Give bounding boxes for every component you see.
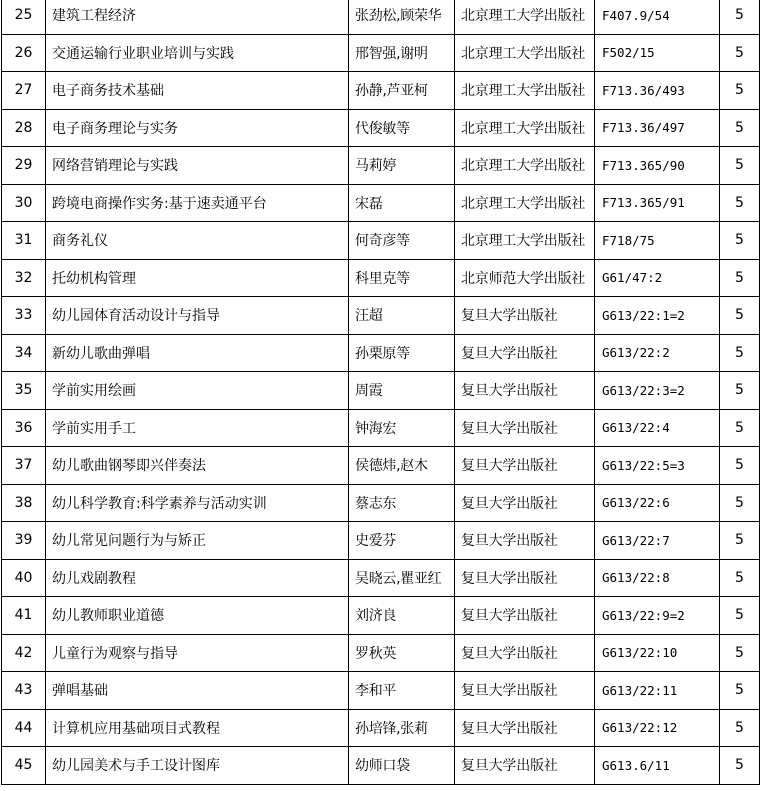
- book-publisher: 北京理工大学出版社: [455, 147, 595, 185]
- book-call-number: F713.365/90: [595, 147, 720, 185]
- book-list-table: [1, 0, 760, 785]
- book-call-number: F713.36/493: [595, 72, 720, 110]
- book-quantity: 5: [720, 559, 760, 597]
- book-call-number: G61/47:2: [595, 259, 720, 297]
- table-row: [2, 34, 760, 72]
- book-title: 幼儿常见问题行为与矫正: [46, 522, 349, 560]
- book-quantity: 5: [720, 484, 760, 522]
- book-call-number: G613.6/11: [595, 747, 720, 785]
- book-title: 幼儿教师职业道德: [46, 597, 349, 635]
- book-title: 商务礼仪: [46, 222, 349, 260]
- table-row: [2, 709, 760, 747]
- book-title: 跨境电商操作实务:基于速卖通平台: [46, 184, 349, 222]
- book-publisher: 复旦大学出版社: [455, 672, 595, 710]
- book-author: 刘济良: [349, 597, 455, 635]
- book-publisher: 北京理工大学出版社: [455, 0, 595, 34]
- row-number: 29: [2, 147, 46, 185]
- book-title: 计算机应用基础项目式教程: [46, 709, 349, 747]
- book-call-number: F502/15: [595, 34, 720, 72]
- book-publisher: 北京理工大学出版社: [455, 109, 595, 147]
- row-number: 34: [2, 334, 46, 372]
- book-quantity: 5: [720, 522, 760, 560]
- book-publisher: 复旦大学出版社: [455, 409, 595, 447]
- book-quantity: 5: [720, 184, 760, 222]
- book-title: 幼儿歌曲钢琴即兴伴奏法: [46, 447, 349, 485]
- book-quantity: 5: [720, 409, 760, 447]
- row-number: 25: [2, 0, 46, 34]
- book-publisher: 复旦大学出版社: [455, 522, 595, 560]
- book-quantity: 5: [720, 259, 760, 297]
- book-title: 交通运输行业职业培训与实践: [46, 34, 349, 72]
- book-publisher: 复旦大学出版社: [455, 597, 595, 635]
- book-title: 弹唱基础: [46, 672, 349, 710]
- book-call-number: G613/22:7: [595, 522, 720, 560]
- row-number: 35: [2, 372, 46, 410]
- table-row: [2, 147, 760, 185]
- book-title: 网络营销理论与实践: [46, 147, 349, 185]
- table-row: [2, 559, 760, 597]
- book-call-number: G613/22:9=2: [595, 597, 720, 635]
- row-number: 43: [2, 672, 46, 710]
- book-author: 孙培锋,张莉: [349, 709, 455, 747]
- row-number: 45: [2, 747, 46, 785]
- book-call-number: G613/22:10: [595, 634, 720, 672]
- book-author: 蔡志东: [349, 484, 455, 522]
- book-title: 儿童行为观察与指导: [46, 634, 349, 672]
- book-quantity: 5: [720, 0, 760, 34]
- book-author: 钟海宏: [349, 409, 455, 447]
- book-call-number: G613/22:2: [595, 334, 720, 372]
- table-row: [2, 184, 760, 222]
- book-quantity: 5: [720, 672, 760, 710]
- book-quantity: 5: [720, 597, 760, 635]
- row-number: 44: [2, 709, 46, 747]
- book-author: 张劲松,顾荣华: [349, 0, 455, 34]
- row-number: 33: [2, 297, 46, 335]
- table-row: [2, 72, 760, 110]
- book-title: 电子商务理论与实务: [46, 109, 349, 147]
- book-call-number: G613/22:1=2: [595, 297, 720, 335]
- table-row: [2, 447, 760, 485]
- book-title: 学前实用绘画: [46, 372, 349, 410]
- book-author: 吴晓云,瞿亚红: [349, 559, 455, 597]
- book-quantity: 5: [720, 372, 760, 410]
- row-number: 32: [2, 259, 46, 297]
- book-publisher: 北京理工大学出版社: [455, 72, 595, 110]
- book-author: 汪超: [349, 297, 455, 335]
- book-publisher: 北京理工大学出版社: [455, 184, 595, 222]
- book-quantity: 5: [720, 747, 760, 785]
- book-author: 科里克等: [349, 259, 455, 297]
- book-author: 孙栗原等: [349, 334, 455, 372]
- row-number: 27: [2, 72, 46, 110]
- table-row: [2, 597, 760, 635]
- row-number: 39: [2, 522, 46, 560]
- book-publisher: 复旦大学出版社: [455, 559, 595, 597]
- table-row: [2, 109, 760, 147]
- table-row: [2, 334, 760, 372]
- book-publisher: 复旦大学出版社: [455, 484, 595, 522]
- book-publisher: 北京师范大学出版社: [455, 259, 595, 297]
- book-author: 马莉婷: [349, 147, 455, 185]
- book-author: 史爱芬: [349, 522, 455, 560]
- book-call-number: G613/22:8: [595, 559, 720, 597]
- book-author: 周霞: [349, 372, 455, 410]
- book-title: 建筑工程经济: [46, 0, 349, 34]
- row-number: 36: [2, 409, 46, 447]
- row-number: 41: [2, 597, 46, 635]
- book-call-number: F407.9/54: [595, 0, 720, 34]
- book-title: 幼儿园美术与手工设计图库: [46, 747, 349, 785]
- row-number: 31: [2, 222, 46, 260]
- book-title: 电子商务技术基础: [46, 72, 349, 110]
- row-number: 38: [2, 484, 46, 522]
- book-title: 幼儿戏剧教程: [46, 559, 349, 597]
- book-author: 罗秋英: [349, 634, 455, 672]
- book-publisher: 北京理工大学出版社: [455, 34, 595, 72]
- book-title: 幼儿园体育活动设计与指导: [46, 297, 349, 335]
- book-quantity: 5: [720, 72, 760, 110]
- book-author: 邢智强,谢明: [349, 34, 455, 72]
- book-quantity: 5: [720, 334, 760, 372]
- row-number: 30: [2, 184, 46, 222]
- book-publisher: 复旦大学出版社: [455, 709, 595, 747]
- book-call-number: G613/22:5=3: [595, 447, 720, 485]
- table-row: [2, 747, 760, 785]
- book-author: 幼师口袋: [349, 747, 455, 785]
- book-call-number: F713.365/91: [595, 184, 720, 222]
- book-call-number: F718/75: [595, 222, 720, 260]
- table-row: [2, 409, 760, 447]
- book-quantity: 5: [720, 147, 760, 185]
- book-author: 侯德炜,赵木: [349, 447, 455, 485]
- book-publisher: 复旦大学出版社: [455, 447, 595, 485]
- book-title: 新幼儿歌曲弹唱: [46, 334, 349, 372]
- book-quantity: 5: [720, 709, 760, 747]
- row-number: 28: [2, 109, 46, 147]
- book-quantity: 5: [720, 109, 760, 147]
- row-number: 37: [2, 447, 46, 485]
- book-call-number: G613/22:3=2: [595, 372, 720, 410]
- book-title: 学前实用手工: [46, 409, 349, 447]
- table-row: [2, 634, 760, 672]
- book-author: 李和平: [349, 672, 455, 710]
- table-row: [2, 297, 760, 335]
- book-title: 托幼机构管理: [46, 259, 349, 297]
- book-title: 幼儿科学教育:科学素养与活动实训: [46, 484, 349, 522]
- book-publisher: 北京理工大学出版社: [455, 222, 595, 260]
- book-call-number: G613/22:6: [595, 484, 720, 522]
- table-row: [2, 672, 760, 710]
- book-publisher: 复旦大学出版社: [455, 334, 595, 372]
- book-quantity: 5: [720, 222, 760, 260]
- book-publisher: 复旦大学出版社: [455, 747, 595, 785]
- book-publisher: 复旦大学出版社: [455, 297, 595, 335]
- book-call-number: G613/22:12: [595, 709, 720, 747]
- table-row: [2, 0, 760, 34]
- book-author: 宋磊: [349, 184, 455, 222]
- row-number: 26: [2, 34, 46, 72]
- book-list-body: [2, 0, 760, 784]
- table-row: [2, 484, 760, 522]
- table-row: [2, 222, 760, 260]
- table-row: [2, 522, 760, 560]
- book-author: 何奇彦等: [349, 222, 455, 260]
- book-call-number: G613/22:4: [595, 409, 720, 447]
- table-row: [2, 259, 760, 297]
- book-quantity: 5: [720, 34, 760, 72]
- book-call-number: G613/22:11: [595, 672, 720, 710]
- book-quantity: 5: [720, 297, 760, 335]
- table-row: [2, 372, 760, 410]
- book-quantity: 5: [720, 447, 760, 485]
- book-publisher: 复旦大学出版社: [455, 634, 595, 672]
- row-number: 40: [2, 559, 46, 597]
- book-quantity: 5: [720, 634, 760, 672]
- book-publisher: 复旦大学出版社: [455, 372, 595, 410]
- book-call-number: F713.36/497: [595, 109, 720, 147]
- row-number: 42: [2, 634, 46, 672]
- book-author: 代俊敏等: [349, 109, 455, 147]
- book-author: 孙静,芦亚柯: [349, 72, 455, 110]
